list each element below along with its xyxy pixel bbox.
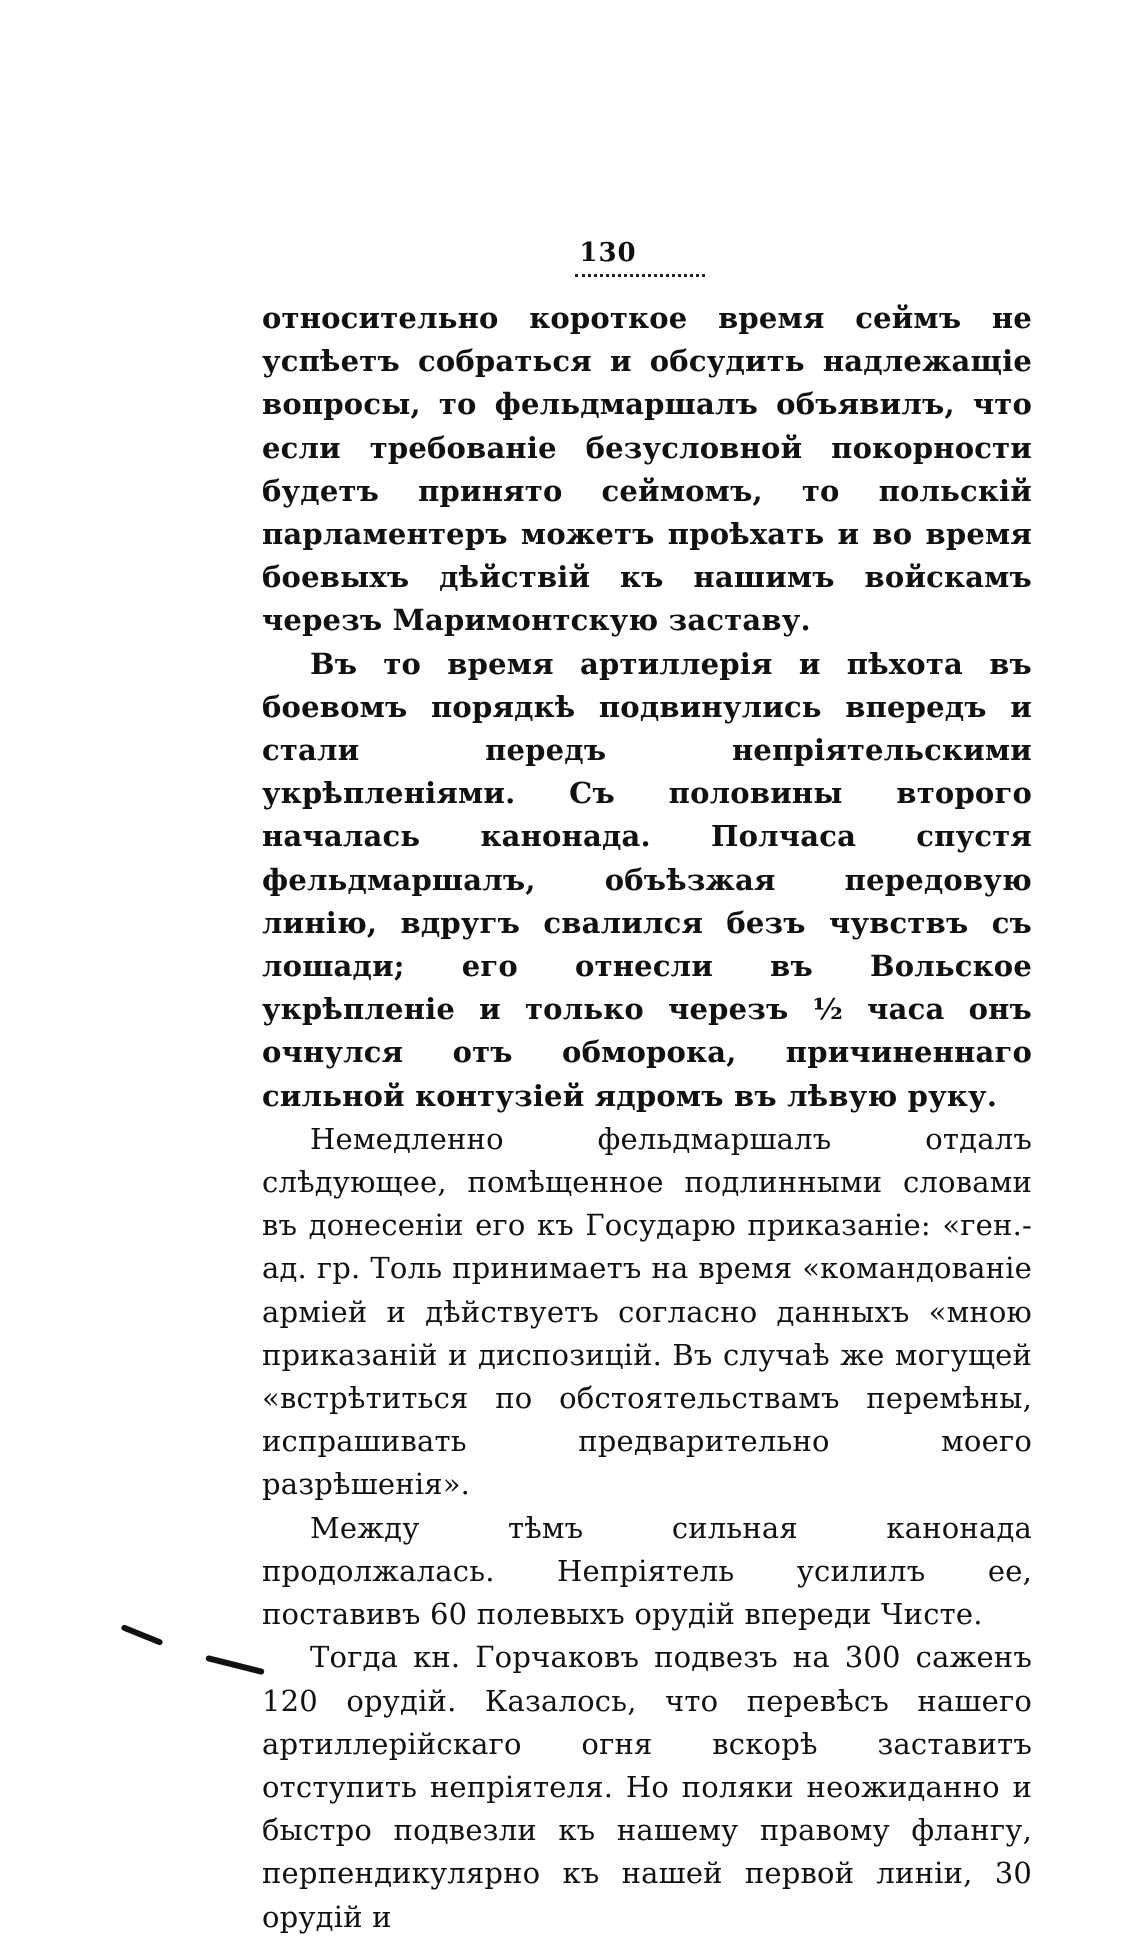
ink-mark: [120, 1624, 163, 1646]
paragraph-5: Тогда кн. Горчаковъ подвезъ на 300 саженъ 120 орудій. Казалось, что перевѣсъ нашего артиллерійскаго огня вскорѣ заставитъ отступить непріятеля. Но поляки неожиданно и быстро подвезли къ нашему правому флангу, перпендикулярно къ нашей первой линіи, 30 орудій и: [262, 1640, 1032, 1934]
paragraph-4: Между тѣмъ сильная канонада продолжалась. Непріятель усилилъ ее, поставивъ 60 полевыхъ орудій впереди Чисте.: [262, 1510, 1032, 1632]
ink-mark: [205, 1655, 265, 1675]
paragraph-1: относительно короткое время сеймъ не успѣетъ собраться и обсудить надлежащіе вопросы, то фельдмаршалъ объявилъ, что если требованіе безусловной покорности будетъ принято сеймомъ, то польскій парламентеръ можетъ проѣхать и во время боевыхъ дѣйствій къ нашимъ войскамъ черезъ Маримонтскую заставу.: [262, 301, 1032, 638]
page-number-rule: [575, 274, 705, 277]
paragraph-3: Немедленно фельдмаршалъ отдалъ слѣдующее, помѣщенное подлинными словами въ донесеніи его къ Государю приказаніе: «ген.-ад. гр. Толь принимаетъ на время «командованіе арміей и дѣйствуетъ согласно данныхъ «мною приказаній и диспозицій. Въ случаѣ же могущей «встрѣтиться по обстоятельствамъ перемѣны, испрашивать предварительно моего разрѣшенія».: [262, 1121, 1032, 1502]
paragraph-2: Въ то время артиллерія и пѣхота въ боевомъ порядкѣ подвинулись впередъ и стали передъ непріятельскими укрѣпленіями. Съ половины второго началась канонада. Полчаса спустя фельдмаршалъ, объѣзжая передовую линію, вдругъ свалился безъ чувствъ съ лошади; его отнесли въ Вольское укрѣпленіе и только черезъ ½ часа онъ очнулся отъ обморока, причиненнаго сильной контузіей ядромъ въ лѣвую руку.: [262, 646, 1032, 1113]
body-text: [262, 297, 1032, 1939]
page-number: 130: [579, 238, 637, 268]
